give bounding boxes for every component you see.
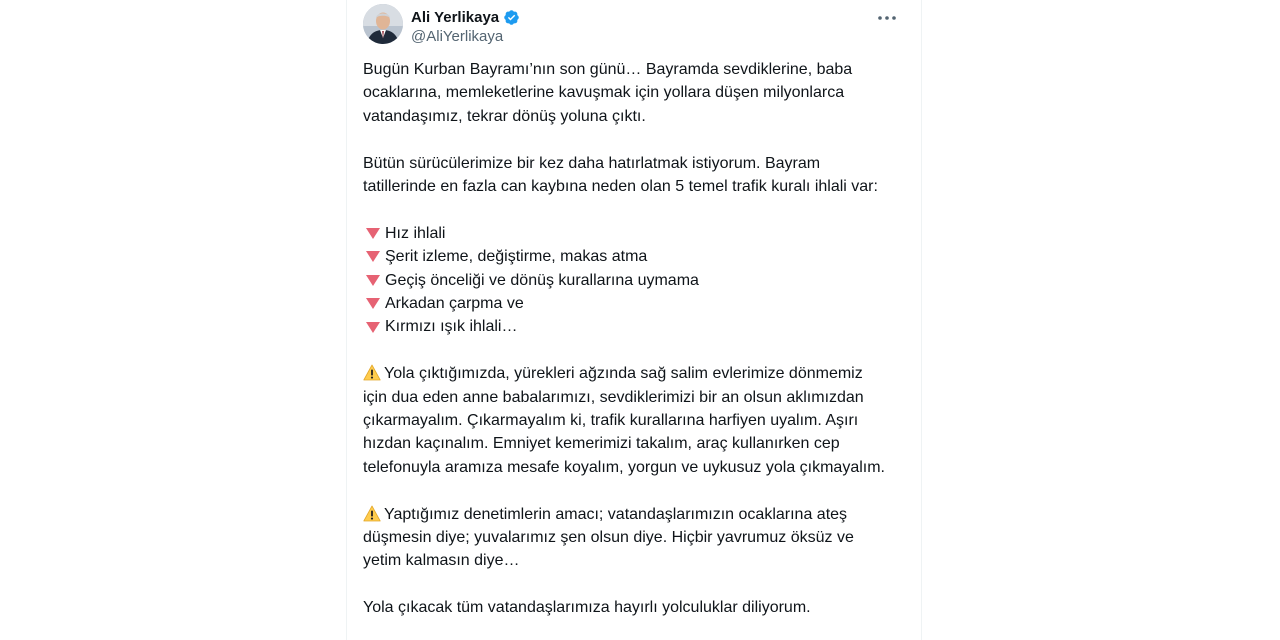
violation-text: Şerit izleme, değiştirme, makas atma xyxy=(385,248,648,266)
violation-item xyxy=(363,315,915,338)
name-row xyxy=(411,7,520,27)
warning-sign-icon xyxy=(363,505,381,522)
warning1-line: için dua eden anne babalarımızı, sevdiklerimizi bir an olsun aklımızdan xyxy=(363,388,864,406)
warning2-text: Yaptığımız denetimlerin amacı; vatandaşlarımızın ocaklarına ateş xyxy=(384,505,848,523)
closing-line: Yola çıkacak tüm vatandaşlarımıza hayırlı yolculuklar diliyorum. xyxy=(363,599,811,617)
warning1-line: hızdan kaçınalım. Emniyet kemerimizi takalım, araç kullanırken cep xyxy=(363,435,840,453)
spacer xyxy=(363,479,915,502)
reminder-line: Bütün sürücülerimize bir kez daha hatırlatmak istiyorum. Bayram xyxy=(363,154,821,172)
verified-badge-icon xyxy=(503,9,520,26)
red-triangle-down-icon xyxy=(366,251,380,262)
avatar-image xyxy=(363,4,403,44)
tweet-text xyxy=(363,58,915,620)
spacer xyxy=(363,339,915,362)
warning2-line: düşmesin diye; yuvalarımız şen olsun diye. Hiçbir yavrumuz öksüz ve xyxy=(363,528,854,546)
warning-paragraph-line xyxy=(363,362,915,385)
intro-line: Bugün Kurban Bayramı’nın son günü… Bayramda sevdiklerine, baba xyxy=(363,61,853,78)
intro-line: vatandaşımız, tekrar dönüş yoluna çıktı. xyxy=(363,107,646,125)
author-handle[interactable]: @AliYerlikaya xyxy=(411,28,504,45)
violation-item xyxy=(363,292,915,315)
tweet-header xyxy=(363,4,905,48)
reminder-line: tatillerinde en fazla can kaybına neden olan 5 temel trafik kuralı ihlali var: xyxy=(363,178,878,196)
intro-line: ocaklarına, memleketlerine kavuşmak için yollara düşen milyonlarca xyxy=(363,84,845,102)
violation-text: Hız ihlali xyxy=(385,224,446,242)
violation-item xyxy=(363,245,915,268)
tweet xyxy=(346,0,922,640)
author-display-name[interactable]: Ali Yerlikaya xyxy=(411,8,500,26)
red-triangle-down-icon xyxy=(366,275,380,286)
violation-text: Geçiş önceliği ve dönüş kurallarına uymama xyxy=(385,271,699,289)
red-triangle-down-icon xyxy=(366,298,380,309)
warning2-line: yetim kalmasın diye… xyxy=(363,552,520,570)
avatar[interactable] xyxy=(363,4,403,44)
violation-item xyxy=(363,222,915,245)
red-triangle-down-icon xyxy=(366,322,380,333)
more-options-icon[interactable] xyxy=(875,8,899,28)
warning1-line: çıkarmayalım. Çıkarmayalım ki, trafik kurallarına harfiyen uyalım. Aşırı xyxy=(363,411,859,429)
warning1-line: telefonuyla aramıza mesafe koyalım, yorgun ve uykusuz yola çıkmayalım. xyxy=(363,458,885,476)
red-triangle-down-icon xyxy=(366,228,380,239)
violation-item xyxy=(363,269,915,292)
spacer xyxy=(363,573,915,596)
violation-text: Arkadan çarpma ve xyxy=(385,294,524,312)
spacer xyxy=(363,198,915,221)
spacer xyxy=(363,128,915,151)
violation-text: Kırmızı ışık ihlali… xyxy=(385,318,518,336)
author-block xyxy=(411,7,520,45)
warning-paragraph-line xyxy=(363,503,915,526)
warning1-text: Yola çıktığımızda, yürekleri ağzında sağ salim evlerimize dönmemiz xyxy=(384,365,863,383)
warning-sign-icon xyxy=(363,364,381,381)
